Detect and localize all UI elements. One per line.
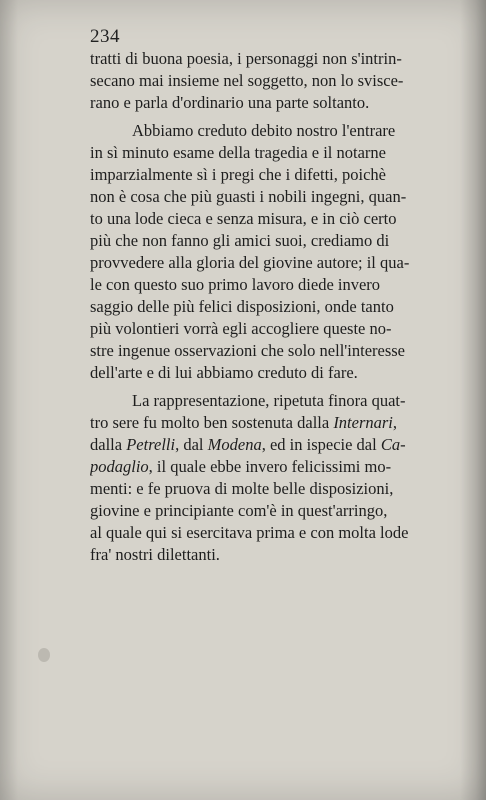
text-line: to una lode cieca e senza misura, e in ciò certo [90,209,397,228]
ink-smudge [38,648,50,662]
text-line: tro sere fu molto ben sostenuta dalla Internari, [90,413,398,432]
text-line: provvedere alla gloria del giovine autore; il qua- [90,253,410,272]
text-line: non è cosa che più guasti i nobili ingegni, quan- [90,187,407,206]
paragraph-3 [90,390,468,566]
paragraph-1 [90,48,468,114]
text-line: più che non fanno gli amici suoi, crediamo di [90,231,390,250]
text-line: podaglio, il quale ebbe invero felicissimi mo- [90,457,392,476]
page-gutter-shadow [0,0,18,800]
text-line: imparzialmente sì i pregi che i difetti, poichè [90,165,386,184]
text-line: rano e parla d'ordinario una parte soltanto. [90,93,370,112]
text-line: menti: e fe pruova di molte belle disposizioni, [90,479,394,498]
text-line: giovine e principiante com'è in quest'arringo, [90,501,388,520]
text-line: secano mai insieme nel soggetto, non lo svisce- [90,71,404,90]
text-line: dell'arte e di lui abbiamo creduto di fare. [90,363,358,382]
page-number: 234 [90,26,120,47]
text-line: fra' nostri dilettanti. [90,545,220,564]
text-line: al quale qui si esercitava prima e con molta lode [90,523,409,542]
text-line: dalla Petrelli, dal Modena, ed in ispecie dal Ca- [90,435,406,454]
text-line: tratti di buona poesia, i personaggi non s'intrin- [90,49,402,68]
text-line: Abbiamo creduto debito nostro l'entrare [132,121,396,140]
paragraph-2 [90,120,468,384]
text-line: La rappresentazione, ripetuta finora quat- [132,391,406,410]
text-line: più volontieri vorrà egli accogliere queste no- [90,319,392,338]
body-text [90,48,468,566]
text-line: le con questo suo primo lavoro diede invero [90,275,381,294]
text-line: stre ingenue osservazioni che solo nell'interesse [90,341,405,360]
text-line: in sì minuto esame della tragedia e il notarne [90,143,386,162]
text-line: saggio delle più felici disposizioni, onde tanto [90,297,394,316]
